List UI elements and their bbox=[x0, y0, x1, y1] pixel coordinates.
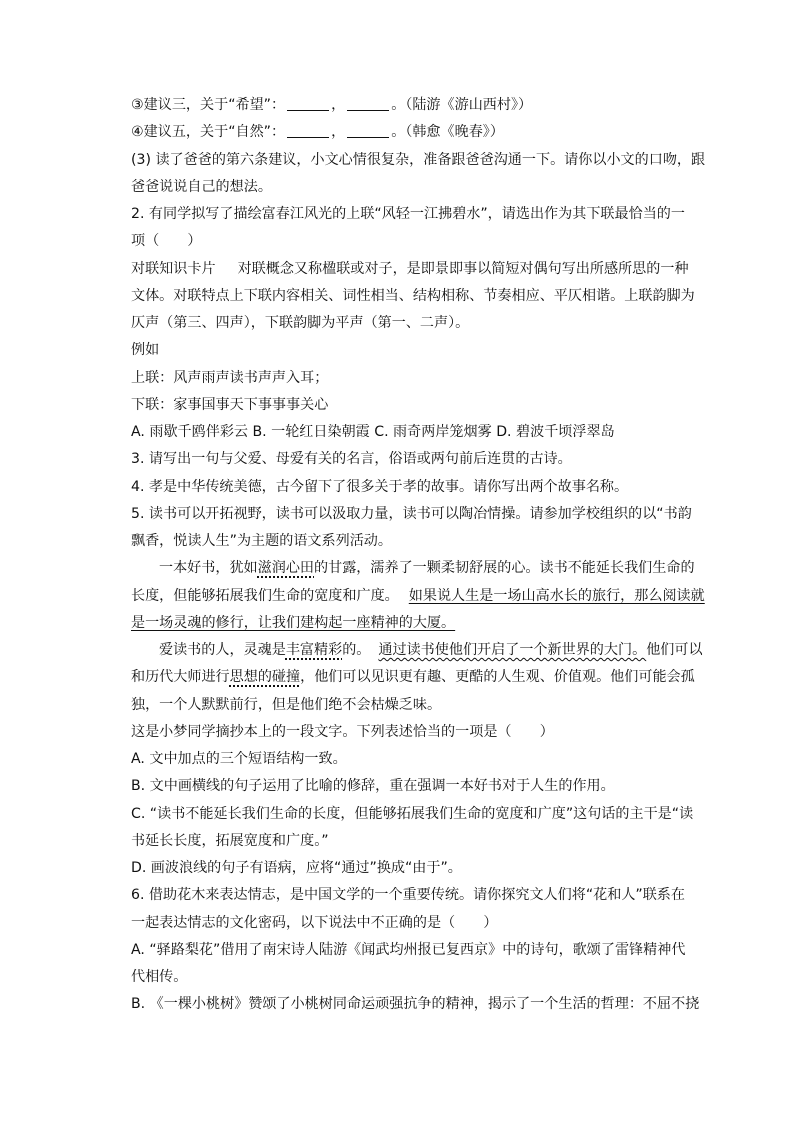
answer-blank[interactable] bbox=[347, 96, 389, 111]
text-line: 2. 有同学拟写了描绘富春江风光的上联“风轻一江拂碧水”，请选出作为其下联最恰当的一 bbox=[131, 206, 685, 222]
dotted-phrase: 思想的碰撞 bbox=[229, 669, 301, 685]
text-line: 6. 借助花木来表达情志，是中国文学的一个重要传统。请你探究文人们将“花和人”联系在 bbox=[131, 887, 685, 903]
text-line: 5. 读书可以开拓视野，读书可以汲取力量，读书可以陶冶情操。请参加学校组织的以“书韵 bbox=[131, 506, 692, 522]
text-line: 爸爸说说自己的想法。 bbox=[131, 179, 272, 195]
text-line: 文体。对联特点上下联内容相关、词性相当、结构相称、节奏相应、平仄相谐。上联韵脚为 bbox=[131, 288, 695, 304]
wavy-sentence: 通过读书使他们开启了一个新世界的大门。 bbox=[378, 642, 647, 658]
dotted-phrase: 丰富精彩 bbox=[285, 642, 343, 658]
answer-blank[interactable] bbox=[347, 123, 389, 138]
text-line: 上联：风声雨声读书声声入耳； bbox=[131, 370, 329, 386]
text-line bbox=[131, 613, 455, 633]
text-line: B. 《一棵小桃树》赞颂了小桃树同命运顽强抗争的精神，揭示了一个生活的哲理：不屈不挠 bbox=[131, 996, 700, 1012]
text-line: 长度，但能够拓展我们生命的宽度和广度。 如果说人生是一场山高水长的旅行，那么阅读就 bbox=[131, 588, 705, 604]
text-line: (3) 读了爸爸的第六条建议，小文心情很复杂，准备跟爸爸沟通一下。请你以小文的口吻，跟 bbox=[131, 152, 706, 168]
text-line: 仄声（第三、四声），下联韵脚为平声（第一、二声）。 bbox=[131, 315, 470, 331]
text-line: 下联：家事国事天下事事事关心 bbox=[131, 397, 329, 413]
text-line: 例如 bbox=[131, 342, 160, 358]
text-line: A. “驿路梨花”借用了南宋诗人陆游《闻武均州报已复西京》中的诗句，歌颂了雷锋精神代 bbox=[131, 942, 686, 958]
underlined-sentence: 是一场灵魂的修行，让我们建构起一座精神的大厦。 bbox=[131, 615, 456, 631]
text-line: 一本好书，犹如滋润心田的甘露，濡养了一颗柔韧舒展的心。读书不能延长我们生命的 bbox=[159, 560, 695, 576]
text-line: B. 文中画横线的句子运用了比喻的修辞，重在强调一本好书对于人生的作用。 bbox=[131, 778, 615, 794]
text-line: 代相传。 bbox=[131, 969, 188, 985]
text-line: 一起表达情志的文化密码，以下说法中不正确的是（ ） bbox=[131, 915, 498, 931]
text-line: D. 画波浪线的句子有语病，应将“通过”换成“由于”。 bbox=[131, 860, 462, 876]
text-line: 项（ ） bbox=[131, 233, 202, 249]
dotted-phrase: 滋润心田 bbox=[257, 560, 315, 576]
answer-blank[interactable] bbox=[287, 96, 329, 111]
text-line: C. “读书不能延长我们生命的长度，但能够拓展我们生命的宽度和广度”这句话的主干是“读 bbox=[131, 806, 694, 822]
text-line: A. 雨歇千鸥伴彩云 B. 一轮红日染朝霞 C. 雨奇两岸笼烟雾 D. 碧波千顷浮翠岛 bbox=[131, 424, 615, 440]
underlined-sentence: 如果说人生是一场山高水长的旅行，那么阅读就 bbox=[408, 588, 705, 604]
text-line: ③建议三，关于“希望”： ， 。（陆游《游山西村》） bbox=[131, 97, 533, 113]
text-line: 4. 孝是中华传统美德，古今留下了很多关于孝的故事。请你写出两个故事名称。 bbox=[131, 479, 629, 495]
text-line: 3. 请写出一句与父爱、母爱有关的名言，俗语或两句前后连贯的古诗。 bbox=[131, 451, 572, 467]
text-line: 爱读书的人，灵魂是丰富精彩的。 通过读书使他们开启了一个新世界的大门。他们可以 bbox=[159, 642, 703, 658]
text-line: 书延长长度，拓展宽度和广度。” bbox=[131, 833, 329, 849]
text-line: 对联知识卡片 对联概念又称楹联或对子，是即景即事以简短对偶句写出所感所思的一种 bbox=[131, 261, 689, 277]
answer-blank[interactable] bbox=[287, 123, 329, 138]
text-line: 和历代大师进行思想的碰撞，他们可以见识更有趣、更酷的人生观、价值观。他们可能会孤 bbox=[131, 669, 695, 685]
text-line: 独，一个人默默前行，但是他们绝不会枯燥乏味。 bbox=[131, 697, 442, 713]
text-line: 飘香，悦读人生”为主题的语文系列活动。 bbox=[131, 533, 392, 549]
text-line: 这是小梦同学摘抄本上的一段文字。下列表述恰当的一项是（ ） bbox=[131, 724, 554, 740]
text-line: A. 文中加点的三个短语结构一致。 bbox=[131, 751, 347, 767]
text-line: ④建议五，关于“自然”： ， 。（韩愈《晚春》） bbox=[131, 124, 504, 140]
